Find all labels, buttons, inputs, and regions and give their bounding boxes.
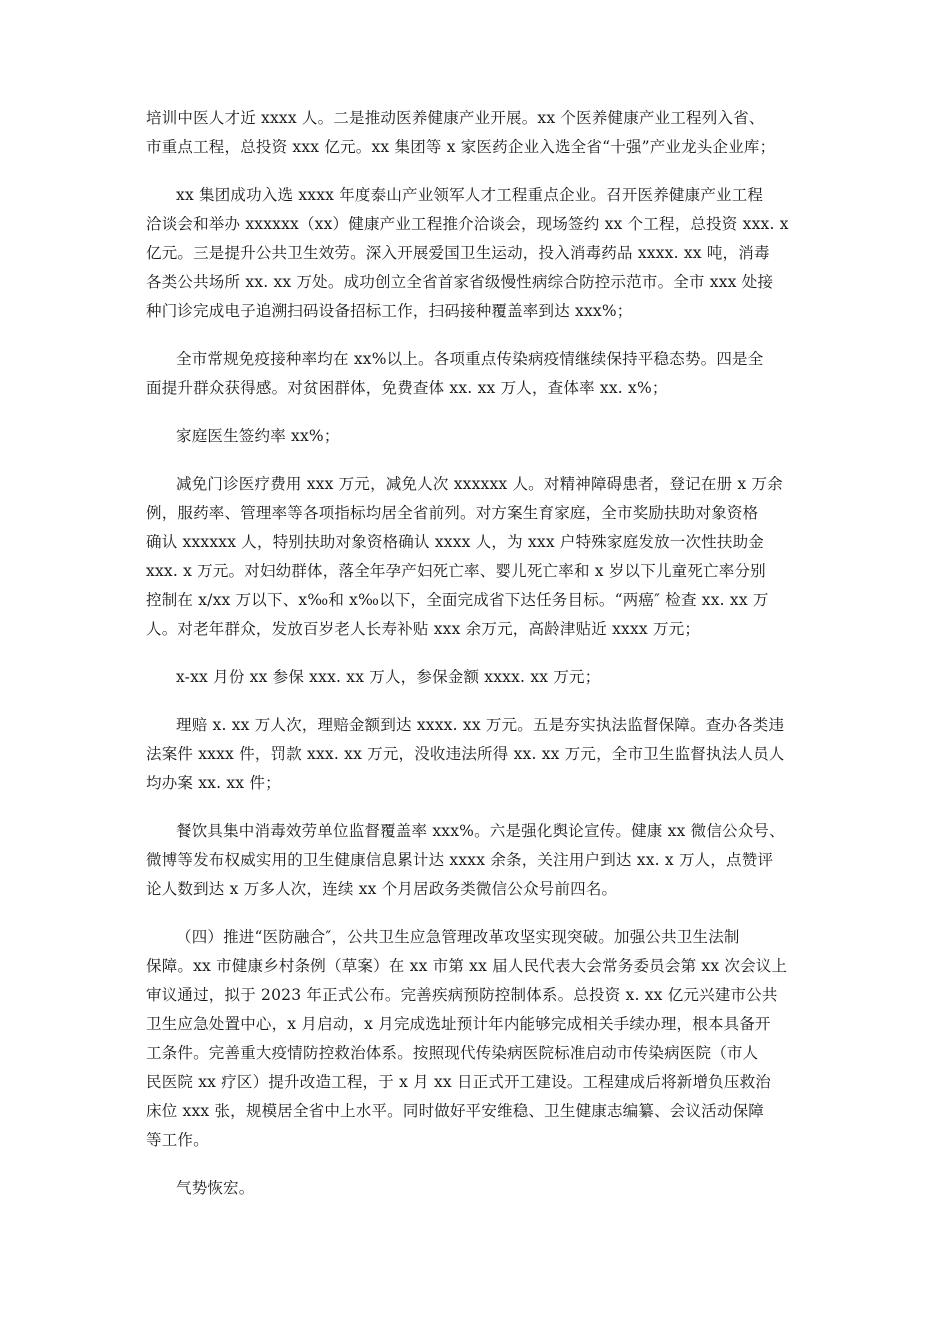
paragraph	[146, 104, 806, 162]
paragraph	[146, 1174, 806, 1203]
paragraph	[146, 817, 806, 904]
text-line: 工条件。完善重大疫情防控救治体系。按照现代传染病医院标准启动市传染病医院（市人	[146, 1044, 759, 1062]
text-line: 理赔 x. xx 万人次，理赔金额到达 xxxx. xx 万元。五是夯实执法监督保障。查办各类违	[176, 716, 785, 734]
text-line: 种门诊完成电子追溯扫码设备招标工作，扫码接种覆盖率到达 xxx%；	[146, 302, 633, 320]
text-line: 均办案 xx. xx 件；	[146, 774, 281, 792]
text-line: 确认 xxxxxx 人，特别扶助对象资格确认 xxxx 人，为 xxx 户特殊家庭发放一次性扶助金	[146, 533, 765, 551]
text-line: 餐饮具集中消毒效劳单位监督覆盖率 xxx%。六是强化舆论宣传。健康 xx 微信公众号、	[176, 822, 785, 840]
text-line: 减免门诊医疗费用 xxx 万元，减免人次 xxxxxx 人。对精神障碍患者，登记在册 x 万余	[176, 475, 783, 493]
text-line: 民医院 xx 疗区）提升改造工程，于 x 月 xx 日正式开工建设。工程建成后将新增负压救治	[146, 1073, 771, 1091]
paragraph	[146, 923, 806, 1155]
text-line: 控制在 x/xx 万以下、x‰和 x‰以下，全面完成省下达任务目标。“两癌″ 检查 xx. xx 万	[146, 591, 769, 609]
paragraph	[146, 711, 806, 798]
text-line: 全市常规免疫接种率均在 xx%以上。各项重点传染病疫情继续保持平稳态势。四是全	[176, 350, 764, 368]
text-line: xxx. x 万元。对妇幼群体，落全年孕产妇死亡率、婴儿死亡率和 x 岁以下儿童死亡率分别	[146, 562, 766, 580]
text-line: 家庭医生签约率 xx%；	[176, 427, 340, 445]
text-line: 微博等发布权威实用的卫生健康信息累计达 xxxx 余条，关注用户到达 xx. x 万人，点赞评	[146, 851, 774, 869]
text-line: 论人数到达 x 万多人次，连续 xx 个月居政务类微信公众号前四名。	[146, 880, 618, 898]
text-line: 亿元。三是提升公共卫生效劳。深入开展爱国卫生运动，投入消毒药品 xxxx. xx 吨，消毒	[146, 244, 770, 262]
text-line: 面提升群众获得感。对贫困群体，免费查体 xx. xx 万人，查体率 xx. x%；	[146, 379, 668, 397]
paragraph	[146, 345, 806, 403]
text-line: （四）推进“医防融合″，公共卫生应急管理改革攻坚实现突破。加强公共卫生法制	[176, 928, 740, 946]
text-line: 培训中医人才近 xxxx 人。二是推动医养健康产业开展。xx 个医养健康产业工程列入省、	[146, 109, 765, 127]
text-line: 床位 xxx 张，规模居全省中上水平。同时做好平安维稳、卫生健康志编纂、会议活动保障	[146, 1102, 764, 1120]
text-line: 洽谈会和举办 xxxxxx（xx）健康产业工程推介洽谈会，现场签约 xx 个工程，总投资 xxx. x	[146, 215, 789, 233]
text-line: 法案件 xxxx 件，罚款 xxx. xx 万元，没收违法所得 xx. xx 万元，全市卫生监督执法人员人	[146, 745, 785, 763]
paragraph	[146, 470, 806, 644]
text-line: 气势恢宏。	[176, 1179, 255, 1197]
document-page	[146, 104, 806, 1222]
text-line: 等工作。	[146, 1131, 209, 1149]
text-line: 各类公共场所 xx. xx 万处。成功创立全省首家省级慢性病综合防控示范市。全市 xxx 处接	[146, 273, 774, 291]
text-line: 卫生应急处置中心，x 月启动，x 月完成选址预计年内能够完成相关手续办理，根本具备开	[146, 1015, 771, 1033]
paragraph	[146, 663, 806, 692]
text-line: 市重点工程，总投资 xxx 亿元。xx 集团等 x 家医药企业入选全省“十强”产业龙头企业库；	[146, 138, 776, 156]
text-line: xx 集团成功入选 xxxx 年度泰山产业领军人才工程重点企业。召开医养健康产业工程	[176, 186, 764, 204]
text-line: 人。对老年群众，发放百岁老人长寿补贴 xxx 余万元，高龄津贴近 xxxx 万元；	[146, 620, 701, 638]
text-line: 审议通过，拟于 2023 年正式公布。完善疾病预防控制体系。总投资 x. xx 亿元兴建市公共	[146, 986, 778, 1004]
text-line: 例，服药率、管理率等各项指标均居全省前列。对方案生育家庭，全市奖励扶助对象资格	[146, 504, 759, 522]
paragraph	[146, 181, 806, 326]
paragraph	[146, 422, 806, 451]
text-line: x-xx 月份 xx 参保 xxx. xx 万人，参保金额 xxxx. xx 万元；	[176, 668, 601, 686]
text-line: 保障。xx 市健康乡村条例（草案）在 xx 市第 xx 届人民代表大会常务委员会第 xx 次会议上	[146, 957, 788, 975]
